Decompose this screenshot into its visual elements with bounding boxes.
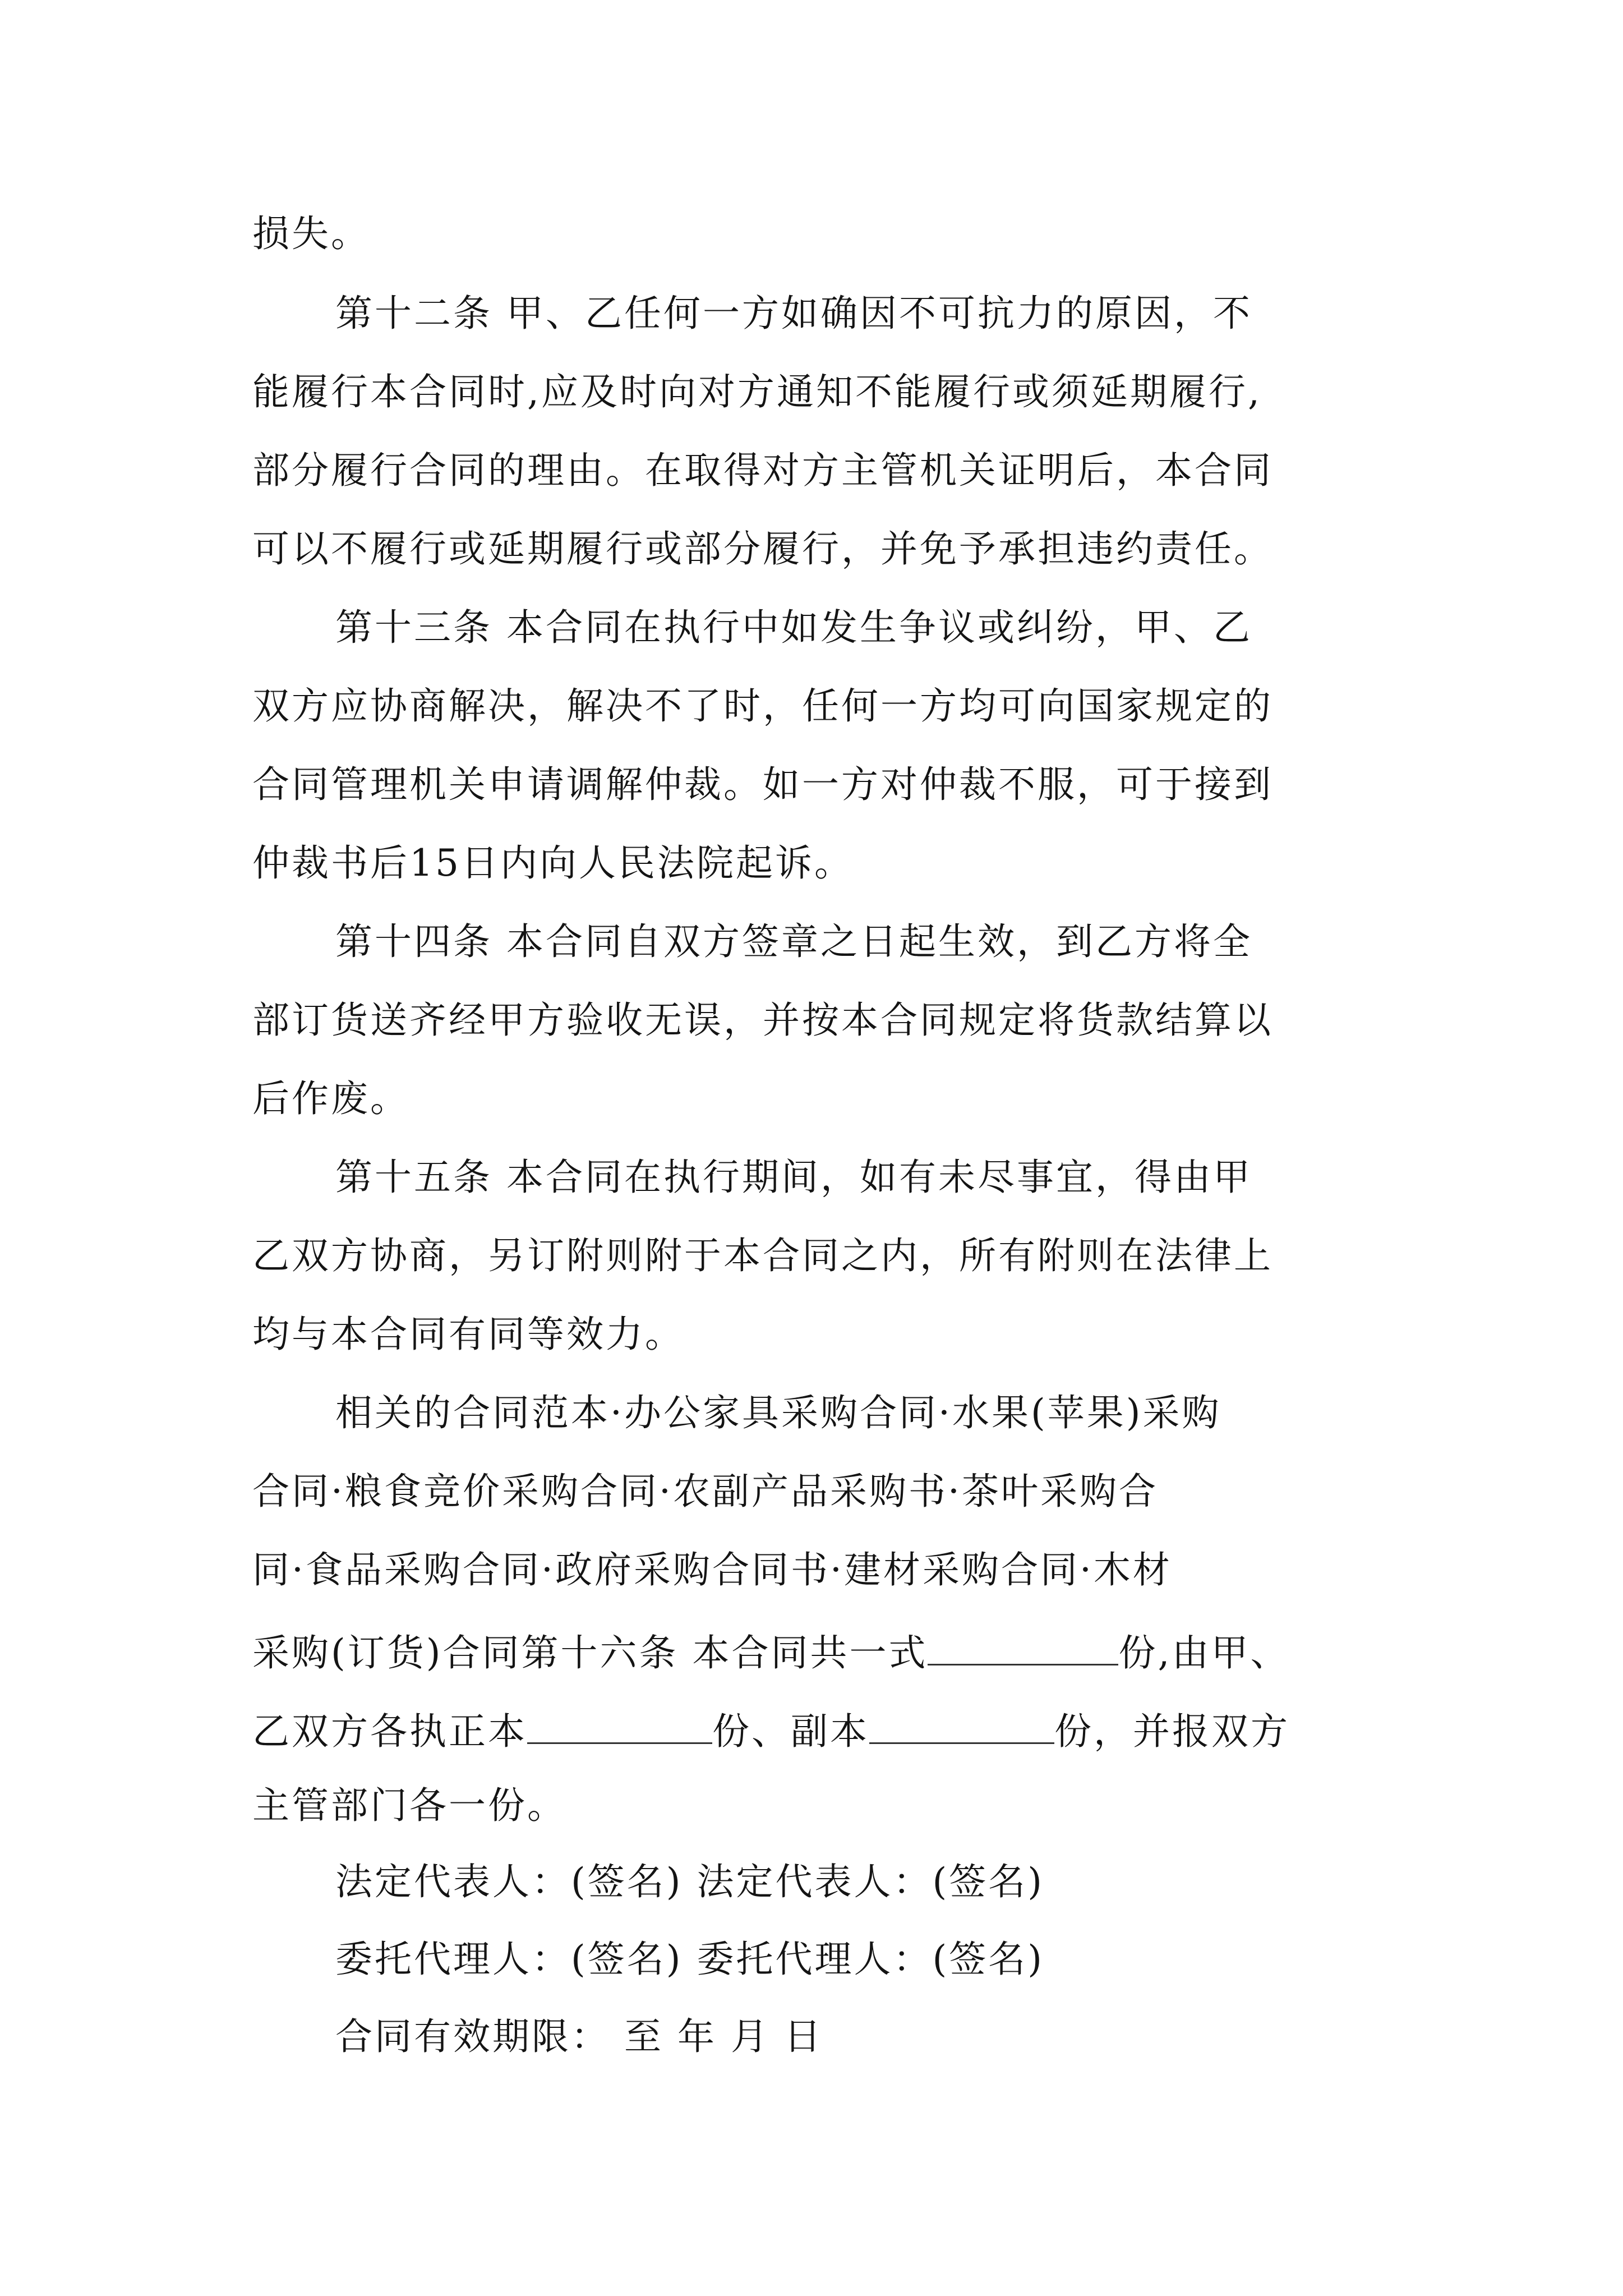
clause-12-line-2: 能履行本合同时,应及时向对方通知不能履行或须延期履行, [252,370,1262,413]
clause-16-line-2 [252,1709,1290,1753]
clause-13-line-3: 合同管理机关申请调解仲裁。如一方对仲裁不服，可于接到 [252,763,1273,806]
related-line-2: 合同·粮食竞价采购合同·农副产品采购书·茶叶采购合 [252,1470,1158,1513]
copies-blank [928,1630,1118,1665]
text-line: 损失。 [252,212,370,255]
clause-14-line-2: 部订货送齐经甲方验收无误，并按本合同规定将货款结算以 [252,999,1273,1042]
clause-16-text-e: 份，并报双方 [1054,1710,1290,1753]
clause-12-line-1: 第十二条 甲、乙任何一方如确因不可抗力的原因，不 [335,292,1252,335]
original-copies-blank [527,1709,712,1744]
clause-15-line-3: 均与本合同有同等效力。 [252,1313,684,1356]
clause-12-line-3: 部分履行合同的理由。在取得对方主管机关证明后，本合同 [252,449,1273,492]
duplicate-copies-blank [869,1709,1054,1744]
legal-representative-line: 法定代表人：(签名) 法定代表人：(签名) [335,1860,1044,1903]
validity-period-line: 合同有效期限： 至 年 月 日 [335,2015,823,2058]
clause-13-line-2: 双方应协商解决，解决不了时，任何一方均可向国家规定的 [252,684,1273,728]
clause-16-text-b: 份,由甲、 [1118,1631,1290,1674]
clause-16-line-3: 主管部门各一份。 [252,1784,566,1827]
clause-15-line-2: 乙双方协商，另订附则附于本合同之内，所有附则在法律上 [252,1234,1273,1277]
clause-14-line-3: 后作废。 [252,1077,409,1120]
related-line-3: 同·食品采购合同·政府采购合同书·建材采购合同·木材 [252,1548,1172,1591]
clause-16-line-1 [252,1630,1289,1672]
clause-16-text-c: 乙双方各执正本 [252,1710,527,1753]
clause-14-line-1: 第十四条 本合同自双方签章之日起生效，到乙方将全 [335,920,1252,963]
clause-16-text-d: 份、副本 [712,1710,869,1753]
clause-16-text-a: 采购(订货)合同第十六条 本合同共一式 [252,1631,928,1674]
clause-13-line-4: 仲裁书后15日内向人民法院起诉。 [252,841,854,885]
clause-12-line-4: 可以不履行或延期履行或部分履行，并免予承担违约责任。 [252,527,1273,570]
clause-13-line-1: 第十三条 本合同在执行中如发生争议或纠纷，甲、乙 [335,606,1252,649]
related-line-1: 相关的合同范本·办公家具采购合同·水果(苹果)采购 [335,1391,1221,1434]
authorized-agent-line: 委托代理人：(签名) 委托代理人：(签名) [335,1938,1044,1981]
clause-15-line-1: 第十五条 本合同在执行期间，如有未尽事宜，得由甲 [335,1156,1252,1199]
